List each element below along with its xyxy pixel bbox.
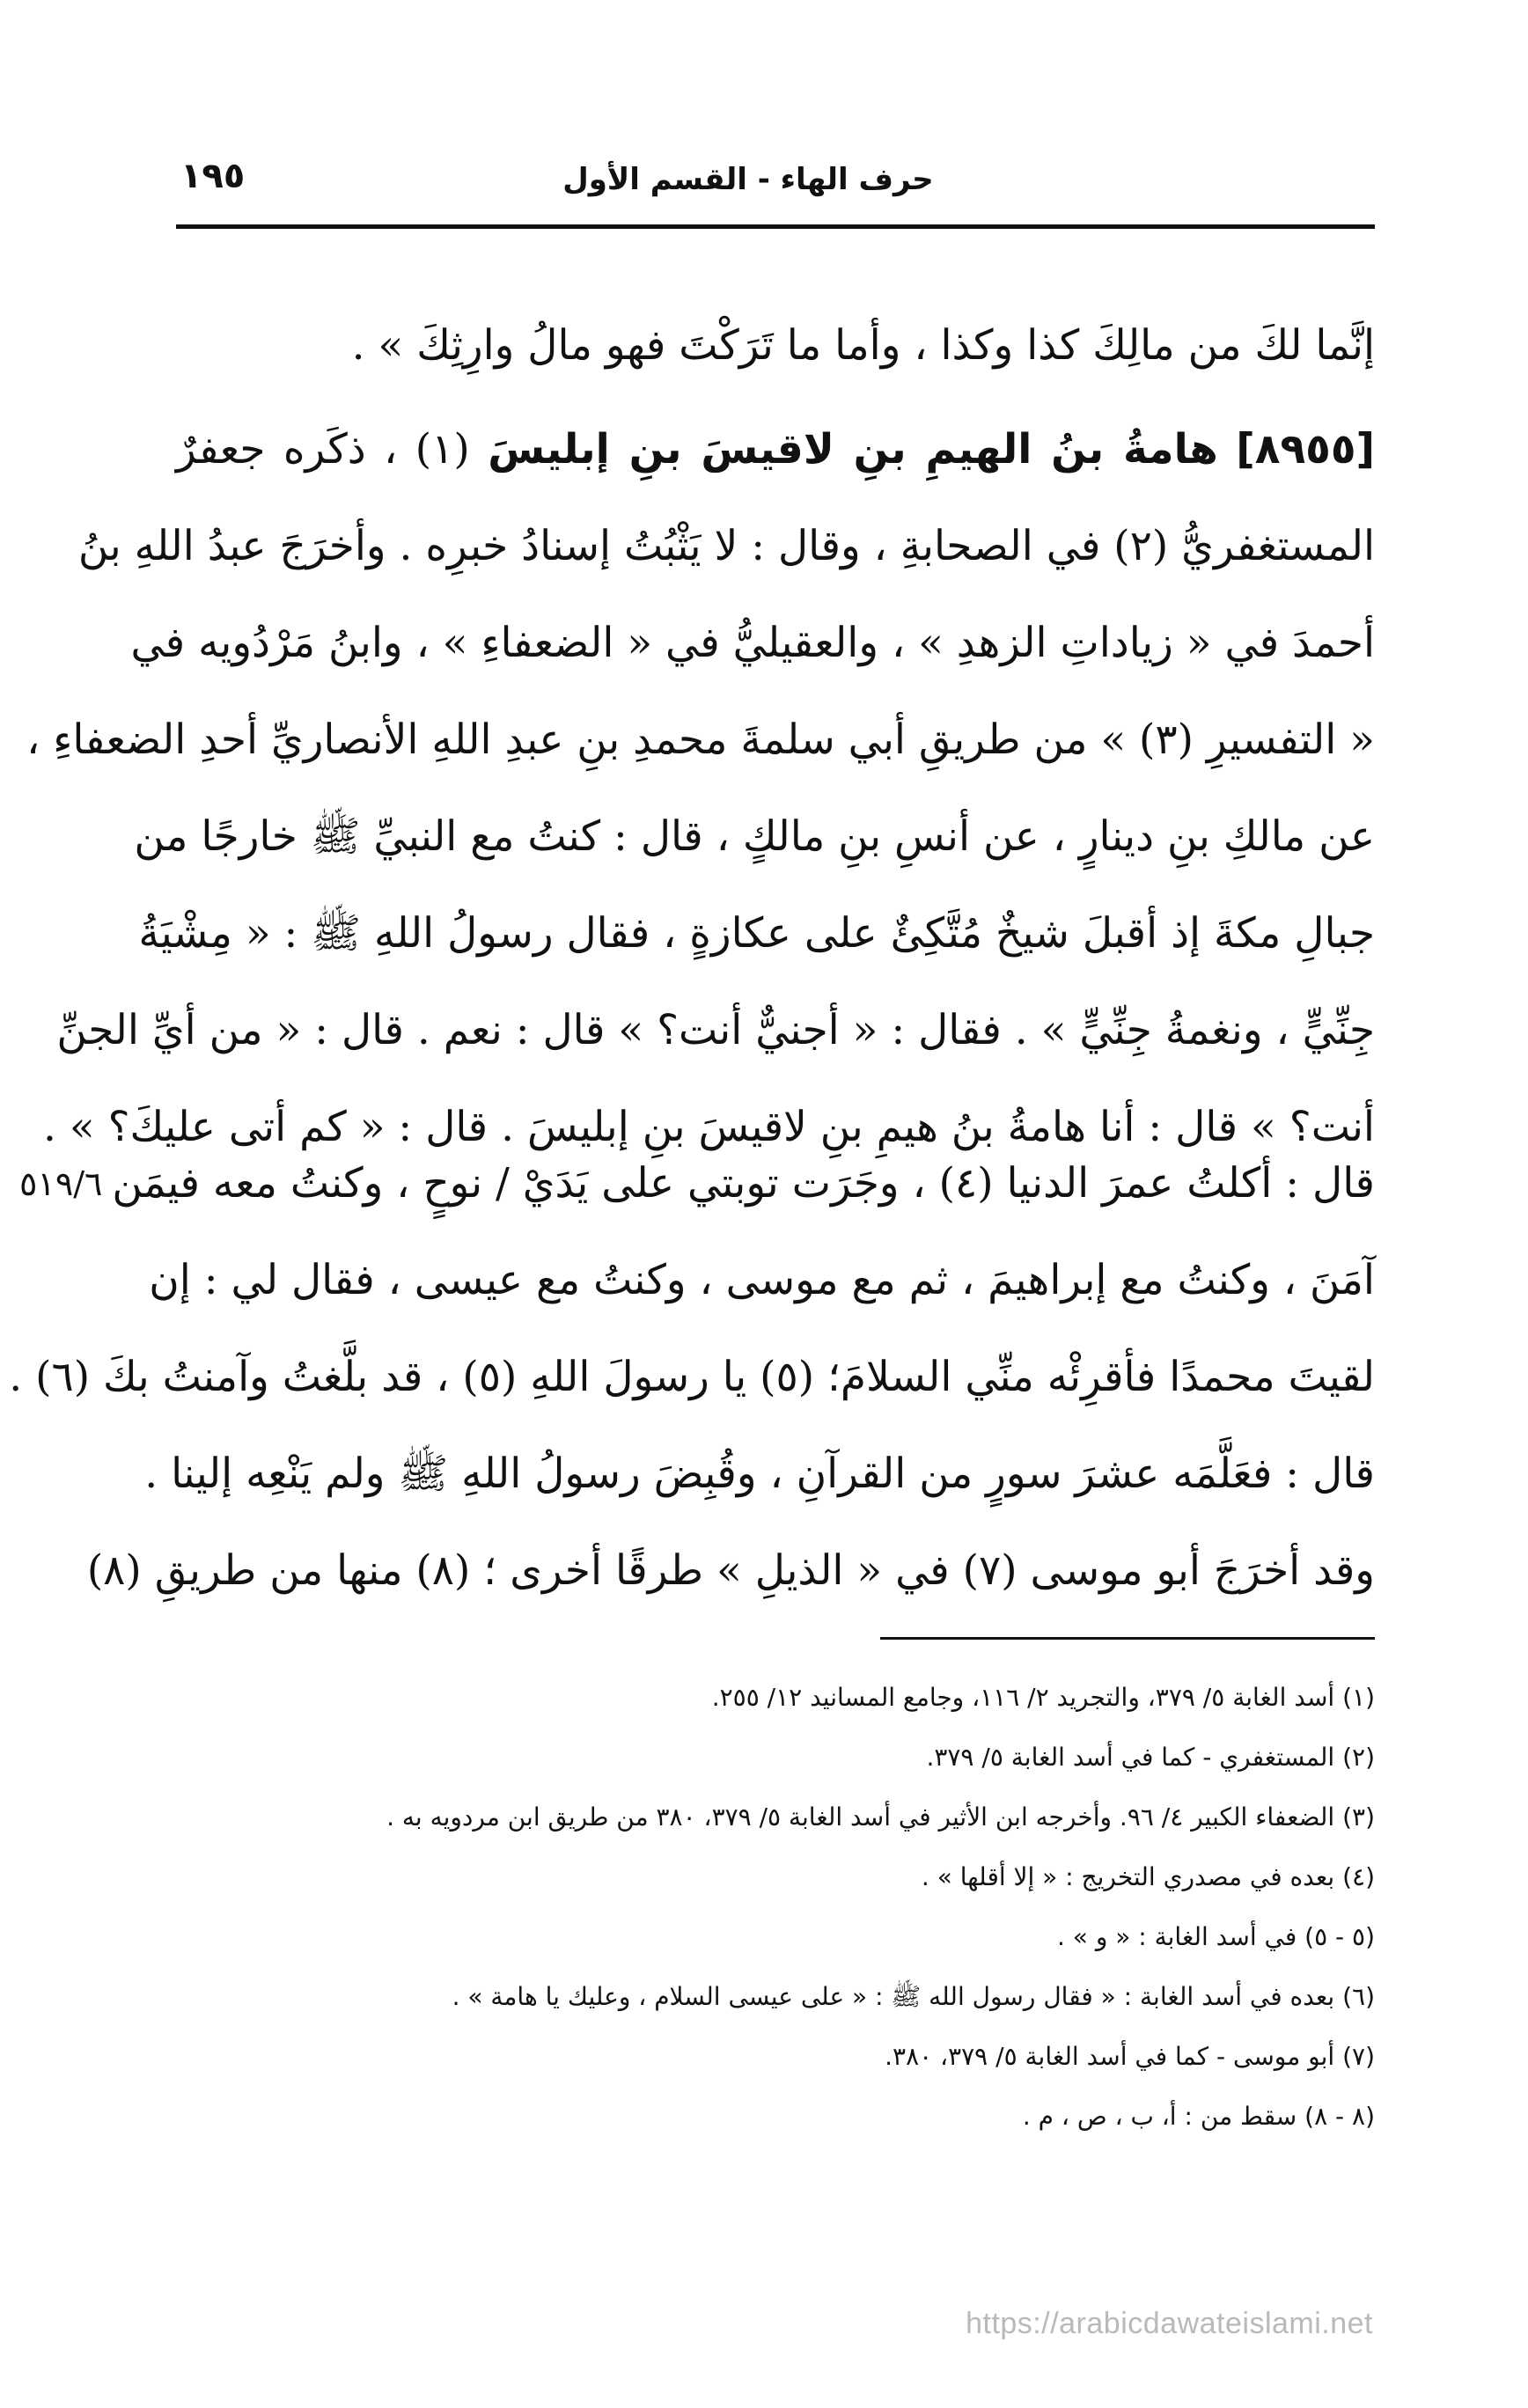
body-line-1: إنَّما لكَ من مالِكَ كذا وكذا ، وأما ما تَرَكْتَ فهو مالُ وارِثِكَ » .	[351, 321, 1375, 370]
entry-heading-continuation: (١) ، ذكَره جعفرٌ	[176, 425, 470, 474]
body-line-4: أحمدَ في « زياداتِ الزهدِ » ، والعقيليُّ في « الضعفاءِ » ، وابنُ مَرْدُويه في	[130, 619, 1375, 667]
running-header-title: حرف الهاء - القسم الأول	[562, 162, 934, 197]
margin-volume-page-reference: ٥١٩/٦	[19, 1164, 103, 1203]
footnote-5: (٥ - ٥) في أسد الغابة : « و » .	[1057, 1922, 1375, 1951]
body-line-12: لقيتَ محمدًا فأقرِئْه منِّي السلامَ؛ (٥) يا رسولَ اللهِ (٥) ، قد بلَّغتُ وآمنتُ بكَ (٦) .	[9, 1353, 1375, 1401]
footnote-separator	[880, 1637, 1375, 1640]
body-line-13: قال : فعَلَّمَه عشرَ سورٍ من القرآنِ ، وقُبِضَ رسولُ اللهِ ﷺ ولم يَنْعِه إلينا .	[144, 1450, 1375, 1498]
footnote-1: (١) أسد الغابة ٥/ ٣٧٩، والتجريد ٢/ ١١٦، وجامع المسانيد ١٢/ ٢٥٥.	[711, 1683, 1375, 1712]
body-line-14: وقد أخرَجَ أبو موسى (٧) في « الذيلِ » طرقًا أخرى ؛ (٨) منها من طريقِ (٨)	[86, 1546, 1375, 1595]
body-line-10: قال : أكلتُ عمرَ الدنيا (٤) ، وجَرَت توبتي على يَدَيْ / نوحٍ ، وكنتُ معه فيمَن	[112, 1159, 1375, 1208]
body-line-7: جبالِ مكةَ إذ أقبلَ شيخٌ مُتَّكِئٌ على عكازةٍ ، فقال رسولُ اللهِ ﷺ : « مِشْيَةُ	[138, 909, 1375, 958]
footnote-3: (٣) الضعفاء الكبير ٤/ ٩٦. وأخرجه ابن الأثير في أسد الغابة ٥/ ٣٧٩، ٣٨٠ من طريق ابن مردويه به .	[386, 1802, 1375, 1832]
footnote-8: (٨ - ٨) سقط من : أ، ب ، ص ، م .	[1022, 2102, 1375, 2131]
footnote-7: (٧) أبو موسى - كما في أسد الغابة ٥/ ٣٧٩، ٣٨٠.	[885, 2042, 1375, 2071]
header-rule	[176, 224, 1375, 229]
body-line-3: المستغفريُّ (٢) في الصحابةِ ، وقال : لا يَثْبُتُ إسنادُ خبرِه . وأخرَجَ عبدُ اللهِ بنُ	[77, 522, 1375, 570]
entry-number: [٨٩٥٥]	[1236, 425, 1376, 474]
footnote-2: (٢) المستغفري - كما في أسد الغابة ٥/ ٣٧٩.	[926, 1743, 1375, 1772]
entry-heading-line	[176, 410, 1375, 489]
page-number: ١٩٥	[180, 156, 246, 196]
body-line-11: آمَنَ ، وكنتُ مع إبراهيمَ ، ثم مع موسى ، وكنتُ مع عيسى ، فقال لي : إن	[149, 1256, 1375, 1304]
body-line-9: أنت؟ » قال : أنا هامةُ بنُ هيمِ بنِ لاقيسَ بنِ إبليسَ . قال : « كم أتى عليكَ؟ » .	[43, 1103, 1375, 1151]
website-watermark: https://arabicdawateislami.net	[966, 2307, 1373, 2340]
body-line-5: « التفسيرِ (٣) » من طريقِ أبي سلمةَ محمدِ بنِ عبدِ اللهِ الأنصاريِّ أحدِ الضعفاءِ ،	[26, 716, 1375, 764]
body-line-6: عن مالكِ بنِ دينارٍ ، عن أنسِ بنِ مالكٍ ، قال : كنتُ مع النبيِّ ﷺ خارجًا من	[134, 812, 1375, 861]
entry-title: هامةُ بنُ الهيمِ بنِ لاقيسَ بنِ إبليسَ	[488, 425, 1218, 474]
footnote-6: (٦) بعده في أسد الغابة : « فقال رسول الله ﷺ : « على عيسى السلام ، وعليك يا هامة » .	[452, 1982, 1375, 2011]
footnote-4: (٤) بعده في مصدري التخريج : « إلا أقلها » .	[921, 1862, 1375, 1891]
body-line-8: جِنِّيٍّ ، ونغمةُ جِنِّيٍّ » . فقال : « أجنيٌّ أنت؟ » قال : نعم . قال : « من أيِّ الجنِّ	[56, 1006, 1375, 1054]
